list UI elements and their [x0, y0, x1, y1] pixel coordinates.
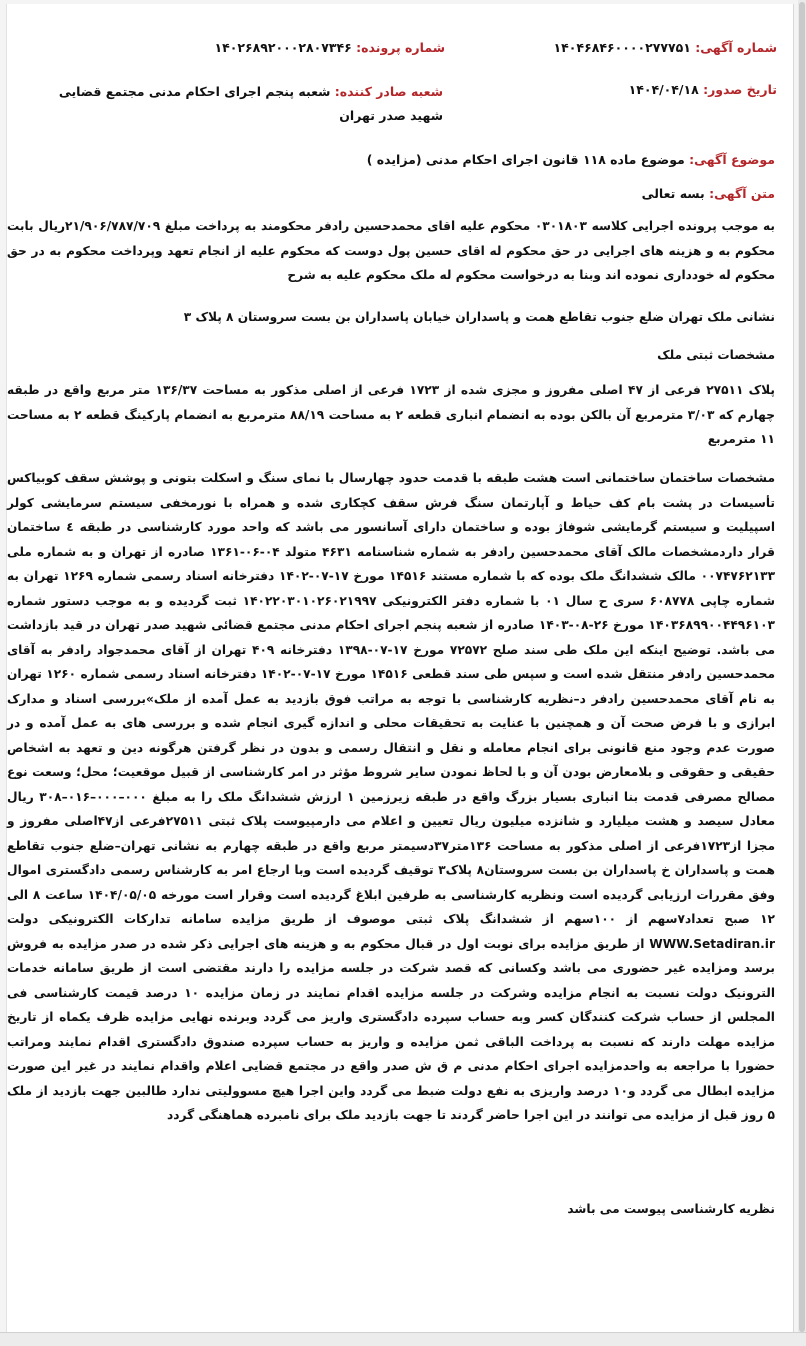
paragraph-judgment: به موجب پرونده اجرایی کلاسه ۰۳۰۱۸۰۳ محکوم علیه اقای محمدحسین رادفر محکومند به پرداخت مبلغ ۲۱/۹۰۶/۷۸۷/۷۰۹ریال بابت محکوم به و هزینه های اجرایی در حق محکوم له اقای حسین پول دوست که محکوم علیه از انجام تعهد وپرداخت محکوم به در حق محکوم له خودداری نموده اند وبنا به درخواست محکوم له ملک محکوم علیه به شرح	[7, 219, 775, 282]
paragraph-registry-details: پلاک ۲۷۵۱۱ فرعی از ۴۷ اصلی مفروز و مجزی شده از ۱۷۲۳ فرعی از اصلی مذکور به مساحت ۱۳۶/۳۷ متر مربع واقع در طبقه چهارم که ۳/۰۳ مترمربع آن بالکن بوده به انضمام انباری قطعه ۲ به مساحت ۸۸/۱۹ مترمربع به انضمام پارکینگ قطعه ۲ به مساحت ۱۱ مترمربع	[7, 383, 775, 446]
subject-label: موضوع آگهی:	[689, 152, 775, 167]
notice-page	[6, 4, 794, 1332]
notice-number: ۱۴۰۴۶۸۴۶۰۰۰۰۲۷۷۷۵۱	[553, 40, 691, 55]
body-label-row	[642, 186, 775, 201]
paragraph-attachment-note: نظریه کارشناسی پیوست می باشد	[567, 1202, 775, 1216]
case-number: ۱۴۰۲۶۸۹۲۰۰۰۲۸۰۷۳۴۶	[214, 40, 352, 55]
issuer-label: شعبه صادر کننده:	[334, 84, 443, 99]
subject-row	[367, 152, 775, 167]
issuer-row	[23, 80, 443, 128]
body-label: متن آگهی:	[709, 186, 775, 201]
paragraph-building-details: مشخصات ساختمان ساختمانی است هشت طبقه با قدمت حدود چهارسال با نمای سنگ و اسکلت بتونی و پوشش سقف کوبیاکس تأسیسات در پشت بام کف حیاط و آپارتمان سنگ فرش سقف کچکاری شده و همراه با نورمخفی سیستم سرمایشی کولر اسپیلیت و سیستم گرمایشی شوفاژ بوده و ساختمان دارای آسانسور می باشد که واحد مورد کارشناسی در طبقه ٤ ساختمان قرار داردمشخصات مالک آقای محمدحسین رادفر به شماره شناسنامه ۴۶۳۱ متولد ۰۴-۰۶-۱۳۶۱ صادره از تهران و به شماره ملی ۰۰۷۴۷۶۲۱۳۳ مالک ششدانگ ملک بوده که با شماره مستند ۱۴۵۱۶ مورخ ۱۷-۰۷-۱۴۰۲ دفترخانه اسناد رسمی شماره ۱۲۶۹ تهران به شماره چاپی ۶۰۸۷۷۸ سری ح سال ۰۱ با شماره دفتر الکترونیکی ۱۴۰۲۲۰۳۰۱۰۲۶۰۲۱۹۹۷ ثبت گردیده و به موجب دستور شماره ۱۴۰۳۶۸۹۹۰۰۴۴۹۶۱۰۳ مورخ ۲۶-۰۸-۱۴۰۳ صادره از شعبه پنجم اجرای احکام مدنی مجتمع قضائی شهید صدر تهران در قید بازداشت می باشد. توضیح اینکه این ملک طی سند صلح ۷۲۵۷۲ مورخ ۱۷-۰۷-۱۳۹۸ دفترخانه ۴۰۹ تهران از آقای محمدجواد رادفر به آقای محمدحسین رادفر منتقل شده است و سپس طی سند قطعی ۱۴۵۱۶ مورخ ۱۷-۰۷-۱۴۰۲ دفترخانه اسناد رسمی شماره ۱۲۶۰ تهران به نام آقای محمدحسین رادفر د–نظریه کارشناسی با توجه به مراتب فوق بازدید به عمل آمده از ملک»بررسی اسناد و مدارک ابرازی و با فرض صحت آن و همچنین با عنایت به تحقیقات محلی و اندازه گیری انجام شده و بررسی های به عمل آمده و در صورت عدم وجود منع قانونی برای انجام معامله و نقل و انتقال رسمی و بدون در نظر گرفتن هرگونه دین و تعهد به اشخاص حقیقی و حقوقی و بلامعارض بودن آن و با لحاظ نمودن سایر شروط مؤثر در امر کارشناسی از قبیل موقعیت؛ محل؛ وسعت نوع مصالح مصرفی قدمت بنا انباری بسیار بزرگ واقع در طبقه زیرزمین ۱ ارزش ششدانگ ملک را به مبلغ ۰۰۰–۰۰۰–۰۱۶–۳۰۸ ریال معادل سیصد و هشت میلیارد و شانزده میلیون ریال تعیین و اعلام می دارمپیوست پلاک ثبتی ۲۷۵۱۱فرعی از۴۷اصلی مفروز و مجزا از۱۷۲۳فرعی از اصلی مذکور به مساحت ۱۳۶متر۳۷دسیمتر مربع واقع در طبقه چهارم به نشانی تهران–ضلع جنوب تقاطع همت و پاسداران خ پاسداران بن بست سروستان۸ پلاک۳ توقیف گردیده است وبا ارجاع امر به کارشناس رسمی دادگستری اموال وفق مقررات ارزیابی گردیده است ونظریه کارشناسی به طرفین ابلاغ گردیده است وقرار است مورخه ۱۴۰۴/۰۵/۰۵ ساعت ۸ الی ۱۲ صبح تعداد۷سهم از ۱۰۰سهم از ششدانگ پلاک ثبتی موصوف از طریق مزایده سامانه تدارکات الکترونیکی دولت WWW.Setadiran.ir از طریق مزایده برای نوبت اول در قبال محکوم به و هزینه های اجرایی ذکر شده در صدر مزایده به فروش برسد ومزایده غیر حضوری می باشد وکسانی که قصد شرکت در جلسه مزایده را دارند مقتضی است از طریق سامانه خدمات الترونیک دولت نسبت به انجام مزایده وشرکت در جلسه مزایده اقدام نمایند در زمان مزایده ۱۰ درصد قیمت کارشناسی فی المجلس از حساب شرکت کنندگان کسر وبه حساب سپرده دادگستری واریز می گردد وبرنده نهایی مزایده ظرف یکماه از تاریخ مزایده مهلت دارند که نسبت به پرداخت الباقی ثمن مزایده و واریز به حساب سپرده صندوق دادگستری اقدام نمایند ومراتب حضورا با مراجعه به واحدمزایده اجرای احکام مدنی م ق ش صدر واقع در مجتمع قضایی اعلام واقدام نمایند در غیر این صورت مزایده ابطال می گردد و۱۰ درصد واریزی به نفع دولت ضبط می گردد واین اجرا هیچ مسوولیتی ندارد طالبین جهت بازدید از ملک ۵ روز قبل از مزایده می توانند در این اجرا حاضر گردند تا جهت بازدید ملک برای نامبرده هماهنگی گردد	[7, 471, 776, 1122]
issue-date-row	[629, 82, 777, 97]
notice-number-label: شماره آگهی:	[695, 40, 777, 55]
case-number-row	[214, 40, 445, 55]
window-bottom-edge	[0, 1332, 806, 1346]
issue-date: ۱۴۰۴/۰۴/۱۸	[628, 82, 699, 97]
issue-date-label: تاریخ صدور:	[703, 82, 777, 97]
case-number-label: شماره پرونده:	[356, 40, 445, 55]
paragraph-address: نشانی ملک تهران ضلع جنوب تقاطع همت و پاسداران خیابان پاسداران بن بست سروستان ۸ پلاک ۳	[183, 310, 775, 324]
vertical-scrollbar[interactable]	[798, 0, 806, 1345]
issuer: شعبه پنجم اجرای احکام مدنی مجتمع قضایی شهید صدر تهران	[58, 84, 443, 123]
paragraph-registry-heading: مشخصات ثبتی ملک	[657, 348, 775, 362]
body-opening: بسه تعالی	[641, 186, 705, 201]
scrollbar-thumb[interactable]	[799, 2, 805, 1332]
subject-value: موضوع ماده ۱۱۸ قانون اجرای احکام مدنی (مزایده )	[366, 152, 685, 167]
notice-number-row	[554, 40, 777, 55]
